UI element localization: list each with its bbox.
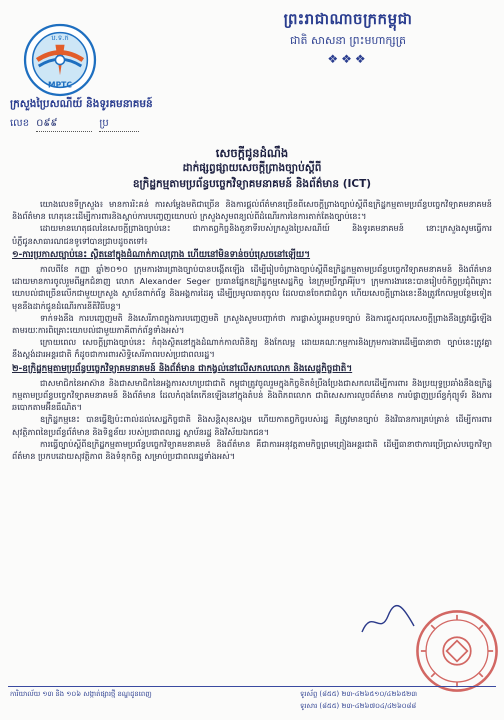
reference-suffix: ប្រ bbox=[99, 116, 139, 132]
notice-subject: ឧក្រិដ្ឋកម្មតាមប្រព័ន្ធបច្ចេកវិទ្យាគមនាគមន៍ និងព័ត៌មាន (ICT) bbox=[132, 178, 372, 190]
paragraph-4: ក្រោយពេល សេចក្ដីព្រាងច្បាប់នេះ កំពុងស្ថិតនៅក្នុងដំណាក់កាលពិនិត្យ និងកែលម្អ ដោយគណៈកម្មការនិងក្រុមការងារដើម្បីធានាថា ច្បាប់នេះត្រូវគ្នានឹងស្ដង់ដារអន្តរជាតិ ក៏ដូចជាការពារសិទ្ធិសេរីភាពរបស់ប្រជាពលរដ្ឋ។ bbox=[12, 337, 492, 360]
kingdom-heading bbox=[200, 10, 496, 66]
paragraph-5: ជាសមាជិកនៃអាស៊ាន និងជាសមាជិកនៃអង្គការសហប្រជាជាតិ កម្ពុជាត្រូវចូលរួមក្នុងកិច្ចខិតខំប្រឹងប្រែងជាសកលដើម្បីការពារ និងប្រយុទ្ធប្រឆាំងនឹងឧក្រិដ្ឋកម្មតាមប្រព័ន្ធបច្ចេកវិទ្យាគមនាគមន៍ និងព័ត៌មាន ដែលកំពុងតែកើនឡើងនៅក្នុងតំបន់ និងពិភពលោក ជាពិសេសការលួចព័ត៌មាន ការបំផ្លាញប្រព័ន្ធកុំព្យូទ័រ និងការឆបោកតាមអ៊ីនធឺណិត។ bbox=[12, 377, 492, 413]
section-heading-2: ២-ឧក្រិដ្ឋកម្មតាមប្រព័ន្ធបច្ចេកវិទ្យាគមនាគមន៍ និងព័ត៌មាន ជាកង្វល់នៅលើសកលលោក និងសេដ្ឋកិច្ចជាតិ។ bbox=[12, 363, 353, 374]
ministry-name: ក្រសួងប្រៃសណីយ៍ និងទូរគមនាគមន៍ bbox=[10, 98, 153, 110]
kingdom-motto: ជាតិ សាសនា ព្រះមហាក្សត្រ bbox=[290, 34, 406, 47]
footer-phone: ទូរស័ព្ទ (៨៥៥) ២៣-៤២៦៥១០/៤២៦៥២៣ bbox=[300, 690, 418, 698]
ornament-divider: ❖❖❖ bbox=[327, 52, 369, 66]
letter-body bbox=[12, 198, 492, 462]
footer-address: ការិយាល័យ ១៣ និង ១០៦ សង្កាត់ផ្សារថ្មី ខណ្ឌដូនពេញ bbox=[10, 690, 152, 698]
reference-label: លេខ bbox=[10, 118, 30, 129]
paragraph-6: ឧក្រិដ្ឋកម្មនេះ បានធ្វើឱ្យប៉ះពាល់ដល់សេដ្ឋកិច្ចជាតិ និងសន្តិសុខសង្គម ហើយកាតព្វកិច្ចរបស់រដ្ឋ គឺត្រូវមានច្បាប់ និងវិធានការគ្រប់គ្រាន់ ដើម្បីការពារសុវត្ថិភាពនៃប្រព័ន្ធព័ត៌មាន និងទិន្នន័យ របស់ប្រជាពលរដ្ឋ ស្ថាប័នរដ្ឋ និងវិស័យឯកជន។ bbox=[12, 414, 492, 437]
logo-text-top: ប.ទ.ក bbox=[51, 34, 69, 43]
reference-line bbox=[10, 116, 139, 132]
kingdom-name: ព្រះរាជាណាចក្រកម្ពុជា bbox=[283, 10, 413, 28]
paragraph-2: ដោយមានហេតុផលនៃសេចក្ដីព្រាងច្បាប់នេះ ជាកាតព្វកិច្ចនិងតួនាទីរបស់ក្រសួងប្រៃសណីយ៍ និងទូរគមនាគមន៍ នោះក្រសួងសូមធ្វើការបំភ្លឺជូនសាធារណជនទូទៅបានជ្រាបដូចតទៅ៖ bbox=[12, 223, 492, 246]
notice-subtitle: ដាក់ផ្សព្វផ្សាយសេចក្ដីព្រាងច្បាប់ស្ដីពី bbox=[182, 162, 322, 174]
notice-title: សេចក្ដីជូនដំណឹង bbox=[215, 146, 289, 160]
footer-divider bbox=[8, 686, 496, 687]
footer-fax: ទូរសារ (៨៥៥) ២៣-៤២៦៧០៤/៤២៦០៨៨ bbox=[300, 702, 417, 710]
reference-number: ០៩៩ bbox=[36, 116, 92, 132]
ministry-logo bbox=[22, 22, 98, 98]
paragraph-7: ការធ្វើច្បាប់ស្ដីពីឧក្រិដ្ឋកម្មតាមប្រព័ន្ធបច្ចេកវិទ្យាគមនាគមន៍ និងព័ត៌មាន គឺជាការអនុវត្តតាមកិច្ចព្រមព្រៀងអន្តរជាតិ ដើម្បីធានាថាការប្រើប្រាស់បច្ចេកវិទ្យាព័ត៌មាន ប្រកបដោយសុវត្ថិភាព និងទំនុកចិត្ត សម្រាប់ប្រជាពលរដ្ឋទាំងអស់។ bbox=[12, 438, 492, 462]
paragraph-3b: ទាក់ទងនឹង ការបញ្ចេញមតិ និងសេរីភាពក្នុងការបញ្ចេញមតិ ក្រសួងសូមបញ្ជាក់ថា ការផ្លាស់ប្ដូរអត្ថបទច្បាប់ និងការជួសជុលសេចក្ដីព្រាងនឹងត្រូវធ្វើឡើងតាមរយៈការពិគ្រោះយោបល់ជាមួយភាគីពាក់ព័ន្ធទាំងអស់។ bbox=[12, 312, 492, 336]
paragraph-1: យោងលេខទីក្រសួង៖ មានការរិះគន់ ការសម្ដែងមតិជាច្រើន និងការផ្ដល់ព័ត៌មានច្រើនពីសេចក្ដីព្រាងច្បាប់ស្ដីពីឧក្រិដ្ឋកម្មតាមប្រព័ន្ធបច្ចេកវិទ្យាគមនាគមន៍ និងព័ត៌មាន ហេតុនេះដើម្បីការពារនិងស្ដាប់ការបញ្ចេញយោបល់ ក្រសួងសូមពន្យល់ពីដំណើរការនៃការតាក់តែងច្បាប់នេះ។ bbox=[12, 199, 492, 222]
logo-text-bottom: MPTC bbox=[48, 80, 72, 90]
section-heading-1: ១-ការប្រកាសច្បាប់នេះ ស្ថិតនៅក្នុងដំណាក់កាលព្រាង ហើយនៅមិនទាន់ចប់ស្រេចនៅឡើយ។ bbox=[12, 249, 311, 260]
paragraph-3: កាលពីខែ កញ្ញា ឆ្នាំ២០១០ ក្រុមការងារព្រាងច្បាប់បានបង្កើតឡើង ដើម្បីរៀបចំព្រាងច្បាប់ស្ដីពីឧក្រិដ្ឋកម្មតាមប្រព័ន្ធបច្ចេកវិទ្យាគមនាគមន៍ និងព័ត៌មាន ដោយមានការចូលរួមពីអ្នកជំនាញ លោក Alexander Seger ប្រធានផ្នែកឧក្រិដ្ឋកម្មសេដ្ឋកិច្ច នៃក្រុមប្រឹក្សាអឺរ៉ុប។ ក្រុមការងារនេះបានរៀបចំកិច្ចប្រជុំពិគ្រោះយោបល់ជាច្រើនលើកជាមួយក្រសួង ស្ថាប័នពាក់ព័ន្ធ និងអង្គការដៃគូ ដើម្បីប្រមូលធាតុចូល ដែលបានចែកជាជំពូក ហើយសេចក្ដីព្រាងនេះនឹងត្រូវកែលម្អបន្ថែមទៀតមុននឹងដាក់ជូនដំណើរការនីតិវិធីបន្ត។ bbox=[12, 264, 492, 311]
official-stamp bbox=[414, 608, 500, 694]
signature bbox=[358, 602, 418, 642]
